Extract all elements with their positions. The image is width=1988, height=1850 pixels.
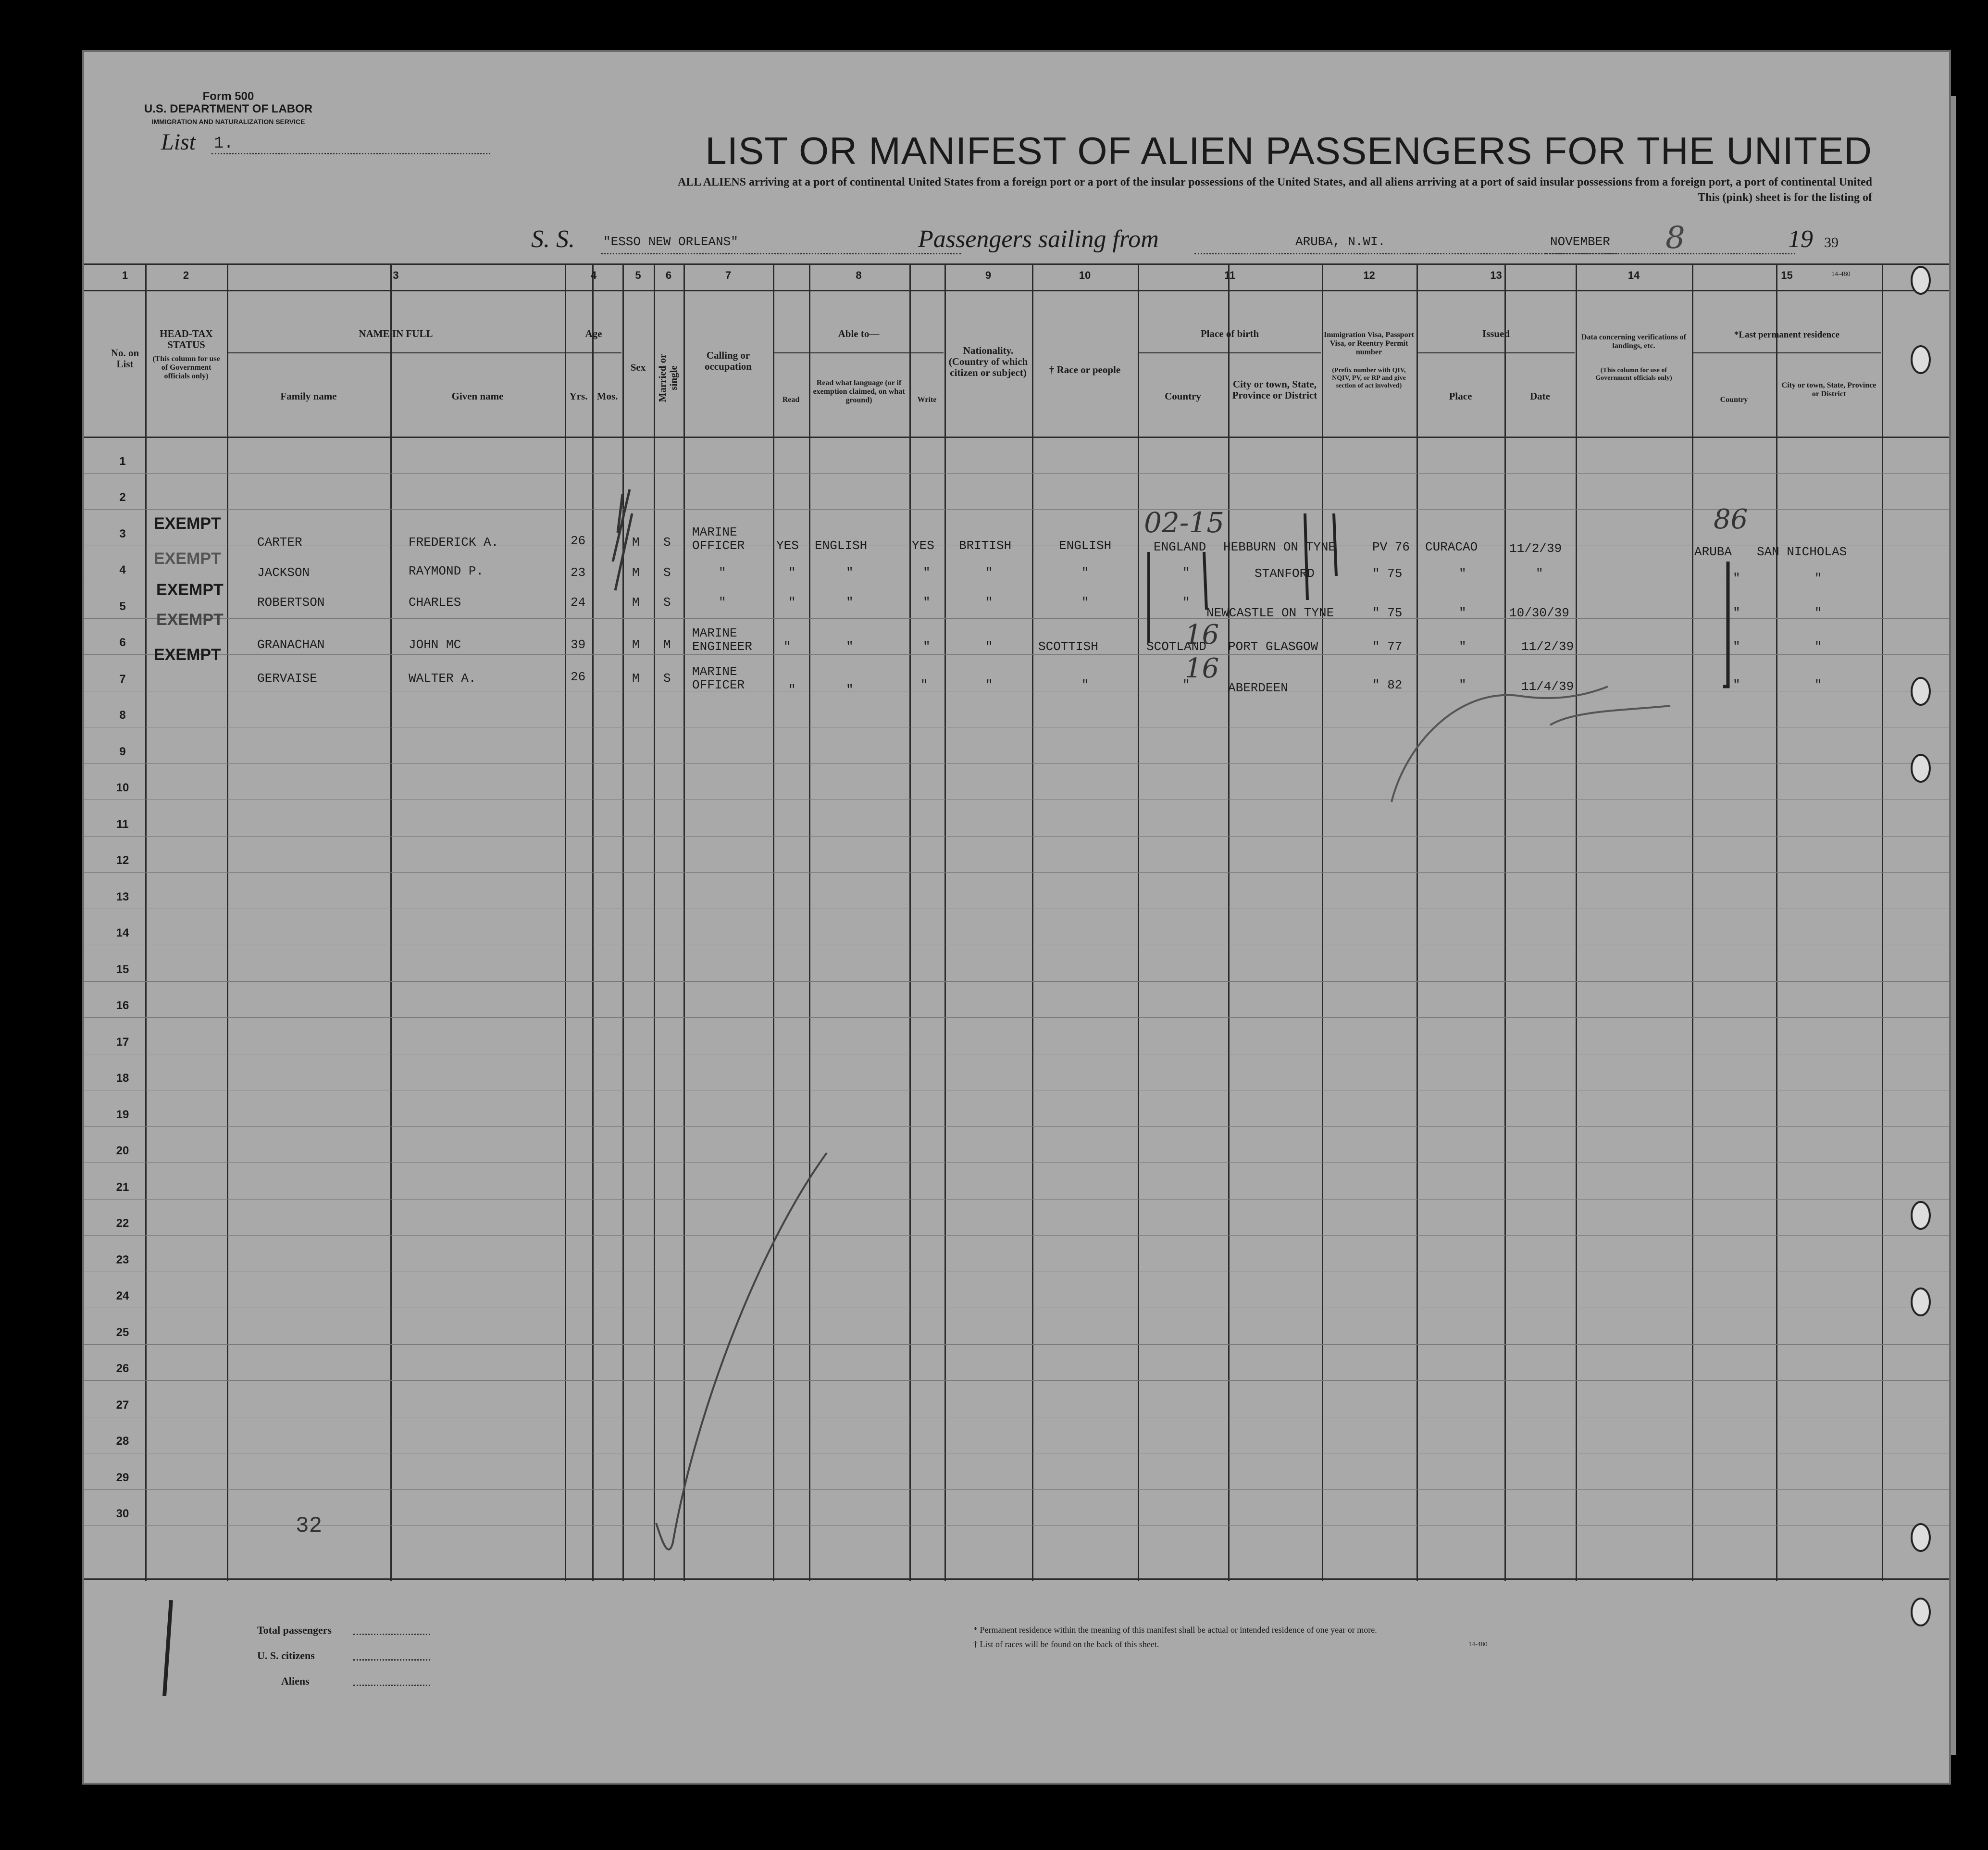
given-name: CHARLES <box>409 595 461 610</box>
can-write: YES <box>912 538 934 553</box>
ss-label: S. S. <box>531 225 575 253</box>
ship-name: "ESSO NEW ORLEANS" <box>603 235 738 249</box>
age-years: 26 <box>571 670 586 684</box>
row-number: 21 <box>116 1180 129 1194</box>
race: SCOTTISH <box>1038 639 1098 654</box>
row-number: 9 <box>119 745 126 758</box>
can-read: " <box>788 683 796 697</box>
header-issued-place: Place <box>1449 390 1472 402</box>
issued-date: 11/2/39 <box>1521 639 1574 654</box>
visa-number: PV 76 <box>1372 540 1410 554</box>
header-read: Read <box>782 396 800 404</box>
header-issued-date: Date <box>1530 390 1550 402</box>
row-number: 4 <box>119 563 126 576</box>
header-head-tax: HEAD-TAX STATUS <box>160 328 213 350</box>
column-number: 9 <box>985 269 992 281</box>
family-name: JACKSON <box>257 565 310 580</box>
occupation: " <box>719 565 726 580</box>
binder-hole <box>1911 266 1931 295</box>
aliens-label: Aliens <box>281 1675 310 1687</box>
header-last-residence: *Last permanent residence <box>1734 330 1840 340</box>
header-res-city: City or town, State, Province or District <box>1781 381 1876 398</box>
given-name: FREDERICK A. <box>409 535 499 550</box>
form-code: 14-480 <box>1831 271 1851 278</box>
manifest-table <box>84 263 1949 1581</box>
header-birth-country: Country <box>1165 390 1201 402</box>
residence-country: " <box>1733 678 1740 692</box>
residence-city: " <box>1814 571 1822 586</box>
issued-place: " <box>1459 678 1466 692</box>
column-number: 15 <box>1781 269 1793 281</box>
column-number: 5 <box>635 269 641 281</box>
row-number: 10 <box>116 781 129 794</box>
list-number: 1. <box>214 135 234 153</box>
birth-city: PORT GLASGOW <box>1228 639 1318 654</box>
age-years: 23 <box>571 565 586 580</box>
year-suffix: 39 <box>1824 235 1839 250</box>
column-number: 6 <box>665 269 672 281</box>
residence-city: " <box>1814 606 1822 620</box>
service-name: IMMIGRATION AND NATURALIZATION SERVICE <box>151 118 305 125</box>
family-name: CARTER <box>257 535 302 550</box>
handwritten-mark: 86 <box>1714 504 1748 535</box>
header-race: † Race or people <box>1049 364 1121 375</box>
handwritten-code: 02-15 <box>1144 506 1225 539</box>
sex: M <box>632 565 640 580</box>
marital-status: M <box>663 638 671 652</box>
birth-country: SCOTLAND <box>1146 639 1206 654</box>
row-number: 11 <box>116 817 129 831</box>
row-number: 17 <box>116 1035 129 1049</box>
age-years: 24 <box>571 595 586 610</box>
binder-hole <box>1911 345 1931 374</box>
birth-city: HEBBURN ON TYNE <box>1223 540 1336 554</box>
total-dots <box>353 1634 430 1635</box>
form-number: Form 500 <box>202 90 254 103</box>
header-able-to: Able to— <box>838 328 880 339</box>
row-number: 13 <box>116 890 129 903</box>
row-number: 30 <box>116 1507 129 1520</box>
row-number: 8 <box>119 709 126 722</box>
header-head-tax-note: (This column for use of Government officials only) <box>152 355 220 380</box>
row-number: 12 <box>116 854 129 867</box>
row-number: 26 <box>116 1362 129 1375</box>
ship-underline <box>601 253 961 254</box>
form-identifier <box>137 90 320 128</box>
column-number: 13 <box>1490 269 1502 281</box>
birth-country: " <box>1182 565 1190 580</box>
header-married: Married or single <box>657 353 679 402</box>
visa-number: " 75 <box>1372 566 1403 581</box>
nationality: " <box>985 678 993 692</box>
birth-bracket <box>1149 513 1336 643</box>
can-read: " <box>788 595 796 610</box>
read-language: " <box>846 565 854 580</box>
can-write: " <box>923 565 931 580</box>
exempt-stamp: EXEMPT <box>156 611 224 629</box>
department-name: U.S. DEPARTMENT OF LABOR <box>144 102 313 115</box>
read-language: ENGLISH <box>815 538 868 553</box>
birth-city: NEWCASTLE ON TYNE <box>1206 606 1334 620</box>
residence-bracket <box>1723 562 1728 687</box>
given-name: WALTER A. <box>409 671 476 686</box>
binder-hole <box>1911 1523 1931 1552</box>
row-number: 23 <box>116 1253 129 1266</box>
residence-city: " <box>1814 678 1822 692</box>
row-number: 22 <box>116 1217 129 1230</box>
header-res-country: Country <box>1720 396 1748 404</box>
exempt-stamp: EXEMPT <box>154 514 221 533</box>
read-language: " <box>846 683 854 697</box>
header-calling: Calling or occupation <box>704 350 752 372</box>
residence-country: ARUBA <box>1694 545 1732 559</box>
handwriting-overlay <box>84 263 1949 1581</box>
can-write: " <box>920 678 928 692</box>
race: " <box>1081 565 1089 580</box>
family-name: GERVAISE <box>257 671 317 686</box>
column-number: 1 <box>122 269 128 281</box>
header-visa: Immigration Visa, Passport Visa, or Reentry Permit number <box>1324 331 1414 356</box>
header-mos: Mos. <box>596 390 618 402</box>
header-read-language: Read what language (or if exemption claimed, on what ground) <box>813 379 905 404</box>
issued-place: " <box>1459 639 1466 654</box>
exempt-stamp: EXEMPT <box>154 646 221 664</box>
header-verifications-note: (This column for use of Government officials only) <box>1595 367 1672 382</box>
race: " <box>1081 678 1089 692</box>
read-language: " <box>846 639 854 654</box>
column-number: 8 <box>856 269 862 281</box>
race: ENGLISH <box>1059 538 1112 553</box>
binder-hole <box>1911 1201 1931 1230</box>
occupation: MARINE ENGINEER <box>692 626 752 654</box>
marital-status: S <box>663 535 671 550</box>
sex: M <box>632 535 640 550</box>
residence-city: " <box>1814 639 1822 654</box>
list-label: List <box>161 129 196 155</box>
can-write: " <box>923 639 931 654</box>
handwritten-mark: 16 <box>1185 619 1219 650</box>
header-yrs: Yrs. <box>569 390 588 402</box>
handwritten-mark: 16 <box>1185 653 1219 684</box>
read-language: " <box>846 595 854 610</box>
birth-city: ABERDEEN <box>1228 681 1288 695</box>
visa-number: " 75 <box>1372 606 1403 620</box>
header-sex: Sex <box>630 362 646 373</box>
header-no-on-list: No. on List <box>111 347 139 370</box>
row-number: 6 <box>119 636 126 649</box>
row-number: 25 <box>116 1325 129 1339</box>
birth-city: STANFORD <box>1255 566 1315 581</box>
footnote-residence: * Permanent residence within the meaning of this manifest shall be actual or intended residence of one year or more. <box>973 1625 1377 1635</box>
nationality: " <box>985 565 993 580</box>
citizens-dots <box>353 1659 430 1661</box>
birth-country: " <box>1182 595 1190 610</box>
column-number: 3 <box>393 269 399 281</box>
marital-status: S <box>663 671 671 686</box>
column-number: 14 <box>1628 269 1640 281</box>
tick-marks <box>613 489 632 590</box>
row-number: 1 <box>119 454 126 468</box>
total-passengers-label: Total passengers <box>257 1624 332 1636</box>
header-visa-note: (Prefix number with QIV, NQIV, PV, or RP and give section of act involved) <box>1332 367 1406 389</box>
residence-country: " <box>1733 639 1740 654</box>
intro-text-line-1: ALL ALIENS arriving at a port of continental United States from a foreign port or a port of the insular possessions of the United States, and all aliens arriving at a port of said insular possessions from a foreign port, a port of continental United <box>678 176 1872 188</box>
family-name: ROBERTSON <box>257 595 325 610</box>
birth-country: " <box>1182 678 1190 692</box>
can-read: " <box>788 565 796 580</box>
bottom-count: 32 <box>296 1513 323 1538</box>
us-citizens-label: U. S. citizens <box>257 1650 315 1662</box>
sex: M <box>632 595 640 610</box>
column-number: 12 <box>1363 269 1375 281</box>
issued-place: " <box>1459 606 1466 620</box>
row-number: 19 <box>116 1108 129 1121</box>
row-number: 14 <box>116 926 129 939</box>
header-write: Write <box>917 396 937 404</box>
residence-city: SAN NICHOLAS <box>1757 545 1847 559</box>
row-number: 27 <box>116 1398 129 1412</box>
row-number: 15 <box>116 962 129 976</box>
occupation: " <box>719 595 726 610</box>
official-signature <box>1392 687 1670 802</box>
header-place-of-birth: Place of birth <box>1200 328 1259 339</box>
binder-hole <box>1911 754 1931 783</box>
header-given-name: Given name <box>451 390 504 402</box>
birth-country: ENGLAND <box>1154 540 1206 554</box>
visa-number: " 82 <box>1372 678 1403 692</box>
marital-status: S <box>663 565 671 580</box>
pencil-stroke <box>656 1153 827 1550</box>
nationality: BRITISH <box>959 538 1012 553</box>
nationality: " <box>985 595 993 610</box>
departure-month: NOVEMBER <box>1550 235 1610 249</box>
sailing-label: Passengers sailing from <box>918 225 1159 253</box>
issued-date: 10/30/39 <box>1509 606 1569 620</box>
row-number: 2 <box>119 491 126 504</box>
row-number: 24 <box>116 1289 129 1302</box>
header-verifications: Data concerning verifications of landings, etc. <box>1581 333 1687 350</box>
column-number: 2 <box>183 269 189 281</box>
departure-day: 8 <box>1665 220 1685 256</box>
can-write: " <box>923 595 931 610</box>
marital-status: S <box>663 595 671 610</box>
visa-number: " 77 <box>1372 639 1403 654</box>
age-years: 26 <box>571 534 586 548</box>
occupation: MARINE OFFICER <box>692 664 745 692</box>
column-number: 4 <box>590 269 597 281</box>
row-number: 16 <box>116 999 129 1012</box>
header-issued: Issued <box>1482 328 1510 339</box>
departure-port: ARUBA, N.WI. <box>1295 235 1386 249</box>
manifest-sheet <box>84 52 1949 1783</box>
nationality: " <box>985 639 993 654</box>
header-nationality: Nationality. (Country of which citizen or subject) <box>948 345 1028 378</box>
header-birth-city: City or town, State, Province or District <box>1232 378 1317 401</box>
column-number: 11 <box>1224 269 1236 281</box>
exempt-stamp: EXEMPT <box>154 550 221 568</box>
footer-form-code: 14-480 <box>1468 1641 1488 1648</box>
header-age: Age <box>585 328 602 339</box>
residence-country: " <box>1733 606 1740 620</box>
aliens-dots <box>353 1685 430 1686</box>
can-read: " <box>783 639 791 654</box>
binder-hole <box>1911 677 1931 706</box>
intro-text-line-2: This (pink) sheet is for the listing of <box>1698 191 1872 204</box>
can-read: YES <box>776 538 799 553</box>
list-underline <box>211 153 490 154</box>
header-name-in-full: NAME IN FULL <box>359 328 433 339</box>
issued-date: 11/4/39 <box>1521 679 1574 694</box>
row-number: 29 <box>116 1471 129 1484</box>
sex: M <box>632 638 640 652</box>
column-number: 7 <box>725 269 732 281</box>
year-prefix: 19 <box>1788 225 1813 253</box>
given-name: JOHN MC <box>409 638 461 652</box>
issued-date: " <box>1536 566 1543 581</box>
header-family-name: Family name <box>280 390 337 402</box>
row-number: 28 <box>116 1435 129 1448</box>
binder-hole <box>1911 1288 1931 1316</box>
column-number: 10 <box>1079 269 1091 281</box>
issued-place: " <box>1459 566 1466 581</box>
row-number: 7 <box>119 672 126 686</box>
residence-country: " <box>1733 571 1740 586</box>
handwritten-tally <box>162 1600 173 1696</box>
binder-hole <box>1911 1598 1931 1626</box>
exempt-stamp: EXEMPT <box>156 581 224 599</box>
row-number: 3 <box>119 527 126 540</box>
issued-date: 11/2/39 <box>1509 541 1562 556</box>
given-name: RAYMOND P. <box>409 564 484 578</box>
sex: M <box>632 671 640 686</box>
footnote-races: † List of races will be found on the back of this sheet. <box>973 1639 1159 1649</box>
manifest-title: LIST OR MANIFEST OF ALIEN PASSENGERS FOR THE UNITED <box>705 129 1872 172</box>
occupation: MARINE OFFICER <box>692 525 745 553</box>
family-name: GRANACHAN <box>257 638 325 652</box>
row-number: 18 <box>116 1072 129 1085</box>
race: " <box>1081 595 1089 610</box>
row-number: 20 <box>116 1144 129 1157</box>
issued-place: CURACAO <box>1425 540 1478 554</box>
age-years: 39 <box>571 638 586 652</box>
row-number: 5 <box>119 600 126 613</box>
